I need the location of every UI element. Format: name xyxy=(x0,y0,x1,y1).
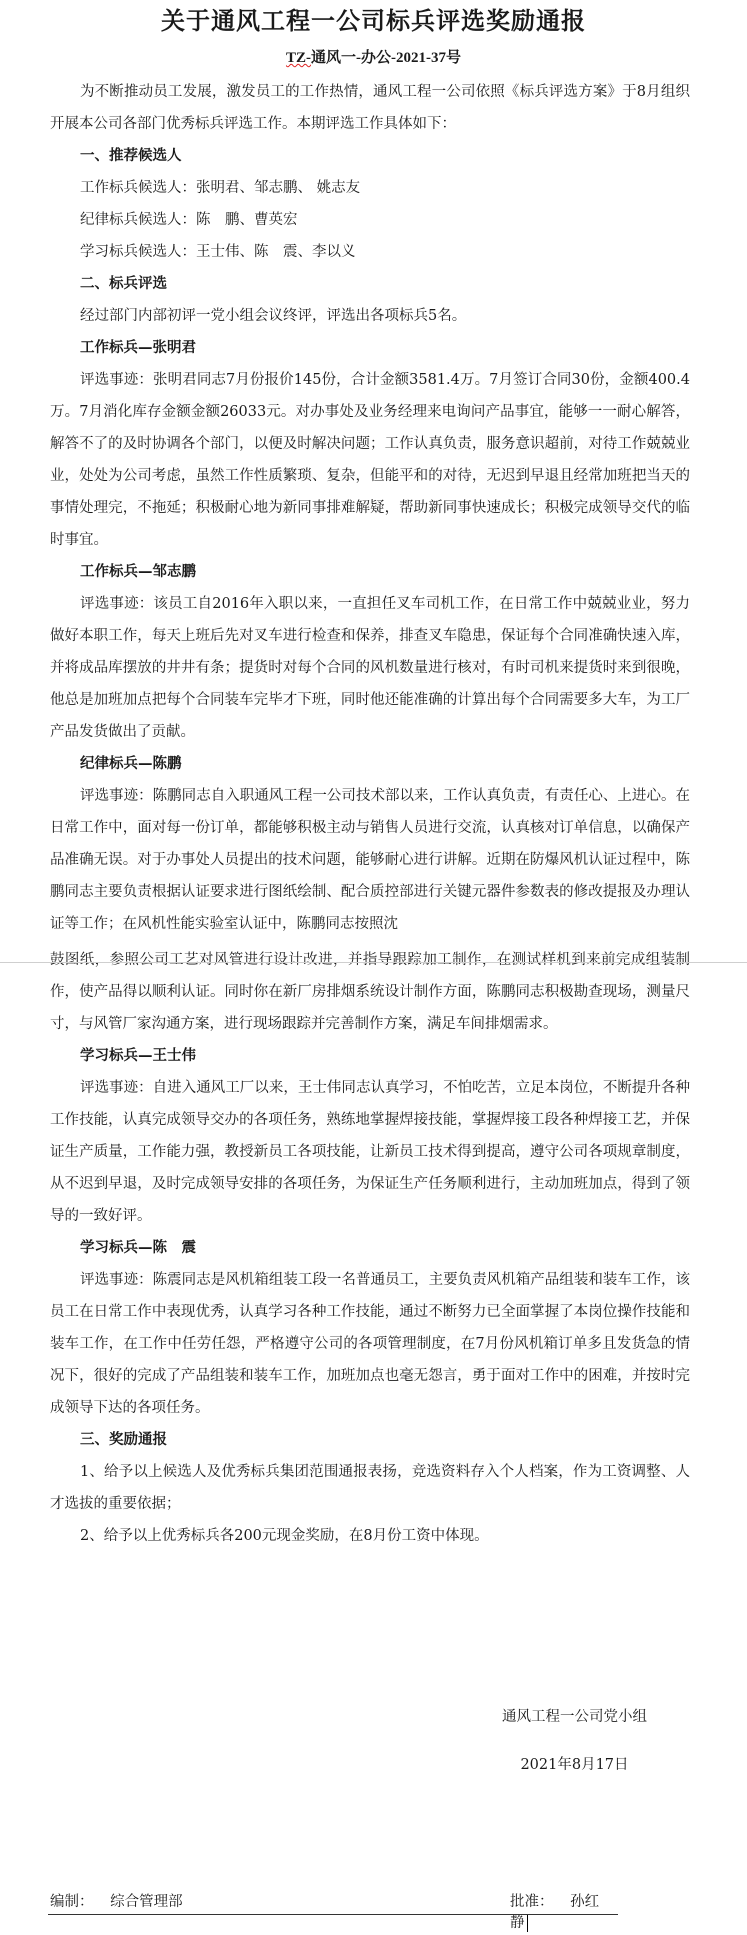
footer-approver xyxy=(510,1890,610,1932)
approver-value[interactable]: 孙红静 xyxy=(510,1894,600,1931)
candidate-line-discipline: 纪律标兵候选人：陈 鹏、曹英宏 xyxy=(80,212,298,228)
award-text-zhang: 评选事迹：张明君同志7月份报价145份，合计金额3581.4万。7月签订合同30份，金额400.4万。7月消化库存金额金额26033元。对办事处及业务经理来电询问产品事宜，能够一一耐心解答，解答不了的及时协调各个部门，以便及时解决问题；工作认真负责，服务意识超前，对待工作兢兢业业，处处为公司考虑，虽然工作性质繁琐、复杂，但能平和的对待，无迟到早退且经常加班把当天的事情处理完，不拖延；积极耐心地为新同事排难解疑，帮助新同事快速成长；积极完成领导交代的临时事宜。 xyxy=(50,372,690,548)
document-number xyxy=(0,46,747,67)
award-heading-wang: 学习标兵—王士伟 xyxy=(80,1048,196,1064)
reward-item-1: 1、给予以上候选人及优秀标兵集团范围通报表扬，竞选资料存入个人档案，作为工资调整、人才选拔的重要依据； xyxy=(50,1464,690,1512)
signature-org: 通风工程一公司党小组 xyxy=(502,1709,647,1725)
award-text-chen-zhen: 评选事迹：陈震同志是风机箱组装工段一名普通员工，主要负责风机箱产品组装和装车工作，该员工在日常工作中表现优秀，认真学习各种工作技能，通过不断努力已全面掌握了本岗位操作技能和装车工作，在工作中任劳任怨，严格遵守公司的各项管理制度，在7月份风机箱订单多且发货急的情况下，很好的完成了产品组装和装车工作，加班加点也毫无怨言，勇于面对工作中的困难，并按时完成领导下达的各项任务。 xyxy=(50,1272,690,1416)
award-text-zou: 评选事迹：该员工自2016年入职以来，一直担任叉车司机工作，在日常工作中兢兢业业，努力做好本职工作，每天上班后先对叉车进行检查和保养，排查叉车隐患，保证每个合同准确快速入库，并将成品库摆放的井井有条；提货时对每个合同的风机数量进行核对，有时司机来提货时来到很晚，他总是加班加点把每个合同装车完毕才下班，同时他还能准确的计算出每个合同需要多大车，为工厂产品发货做出了贡献。 xyxy=(50,596,690,740)
candidate-line-study: 学习标兵候选人：王士伟、陈 震、李以义 xyxy=(80,244,356,260)
footer-rule xyxy=(48,1914,618,1915)
approver-label: 批准： xyxy=(510,1894,554,1910)
document-body xyxy=(50,76,690,1552)
section-heading-candidates: 一、推荐候选人 xyxy=(80,148,182,164)
award-heading-zhang: 工作标兵—张明君 xyxy=(80,340,196,356)
award-text-chen-peng-part1: 评选事迹：陈鹏同志自入职通风工程一公司技术部以来，工作认真负责，有责任心、上进心。在日常工作中，面对每一份订单，都能够积极主动与销售人员进行交流，认真核对订单信息，以确保产品准确无误。对于办事处人员提出的技术问题，能够耐心进行讲解。近期在防爆风机认证过程中，陈鹏同志主要负责根据认证要求进行图纸绘制、配合质控部进行关键元器件参数表的修改提报及办理认证等工作；在风机性能实验室认证中，陈鹏同志按照沈 xyxy=(50,788,690,932)
candidate-line-work: 工作标兵候选人：张明君、邹志鹏、 姚志友 xyxy=(80,180,361,196)
document-number-prefix: TZ- xyxy=(285,50,311,66)
award-text-chen-peng-part2: 鼓图纸，参照公司工艺对风管进行设计改进，并指导跟踪加工制作，在测试样机到来前完成组装制作，使产品得以顺利认证。同时你在新厂房排烟系统设计制作方面，陈鹏同志积极勘查现场，测量尺寸，与风管厂家沟通方案，进行现场跟踪并完善制作方案，满足车间排烟需求。 xyxy=(50,952,690,1032)
section-heading-rewards: 三、奖励通报 xyxy=(80,1432,167,1448)
document-number-rest: 通风一-办公-2021-37号 xyxy=(311,50,461,66)
award-heading-zou: 工作标兵—邹志鹏 xyxy=(80,564,196,580)
award-heading-chen-zhen: 学习标兵—陈 震 xyxy=(80,1240,196,1256)
document-title: 关于通风工程一公司标兵评选奖励通报 xyxy=(161,7,586,35)
reward-item-2: 2、给予以上优秀标兵各200元现金奖励，在8月份工资中体现。 xyxy=(80,1528,489,1544)
section-heading-selection: 二、标兵评选 xyxy=(80,276,167,292)
compiler-label: 编制： xyxy=(50,1894,94,1910)
text-cursor xyxy=(527,1914,528,1932)
intro-paragraph: 为不断推动员工发展，激发员工的工作热情，通风工程一公司依照《标兵评选方案》于8月组织开展本公司各部门优秀标兵评选工作。本期评选工作具体如下： xyxy=(50,84,690,132)
award-heading-chen-peng: 纪律标兵—陈鹏 xyxy=(80,756,182,772)
footer-compiler xyxy=(50,1890,183,1911)
signature-block xyxy=(502,1702,647,1780)
award-text-wang: 评选事迹：自进入通风工厂以来，王士伟同志认真学习，不怕吃苦，立足本岗位，不断提升各种工作技能，认真完成领导交办的各项任务，熟练地掌握焊接技能，掌握焊接工段各种焊接工艺，并保证生产质量，工作能力强，教授新员工各项技能，让新员工技术得到提高，遵守公司各项规章制度，从不迟到早退，及时完成领导安排的各项任务，为保证生产任务顺利进行，主动加班加点，得到了领导的一致好评。 xyxy=(50,1080,690,1224)
selection-summary: 经过部门内部初评一党小组会议终评，评选出各项标兵5名。 xyxy=(80,308,467,324)
page-break-divider xyxy=(0,962,747,963)
compiler-value: 综合管理部 xyxy=(110,1894,183,1910)
signature-date: 2021年8月17日 xyxy=(520,1757,629,1773)
